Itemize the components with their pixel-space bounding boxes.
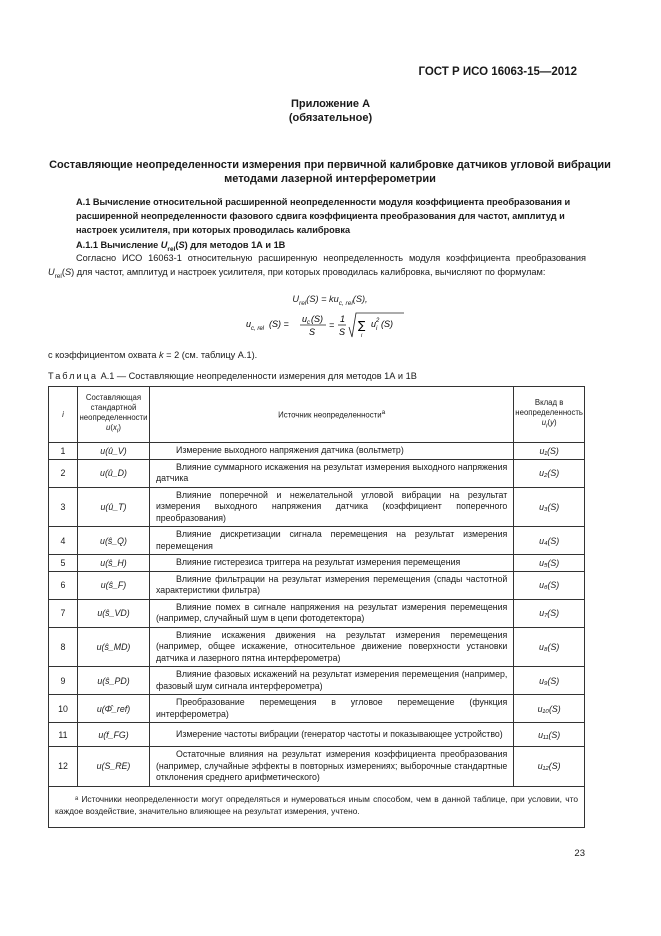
table-row xyxy=(49,747,585,787)
row-contribution: u₁(S) xyxy=(514,443,585,460)
table-row xyxy=(49,527,585,555)
row-contribution: u₁₀(S) xyxy=(514,695,585,723)
row-source: Преобразование перемещения в угловое перемещение (функция интерферометра) xyxy=(150,695,514,723)
row-source: Влияние поперечной и нежелательной угловой вибрации на результат измерения выходного напряжения датчика (коэффициент поперечного преобразования) xyxy=(150,487,514,527)
row-index: 7 xyxy=(49,599,78,627)
svg-text:(S): (S) xyxy=(311,314,323,324)
row-index: 4 xyxy=(49,527,78,555)
row-index: 5 xyxy=(49,555,78,572)
table-title-prefix: Таблица xyxy=(48,371,99,381)
row-source: Влияние фазовых искажений на результат измерения перемещения (например, фазовый шум сигнала интерферометра) xyxy=(150,667,514,695)
row-component: u(ŝ_MD) xyxy=(78,627,150,667)
row-contribution: u₅(S) xyxy=(514,555,585,572)
row-contribution: u₁₂(S) xyxy=(514,747,585,787)
row-contribution: u₃(S) xyxy=(514,487,585,527)
row-index: 12 xyxy=(49,747,78,787)
header-source: Источник неопределенности$^a$ xyxy=(150,387,514,443)
document-code: ГОСТ Р ИСО 16063-15—2012 xyxy=(418,66,577,78)
table-row xyxy=(49,599,585,627)
row-index: 8 xyxy=(49,627,78,667)
row-contribution: u₂(S) xyxy=(514,459,585,487)
svg-text:i: i xyxy=(376,326,378,332)
table-title-text: А.1 — Составляющие неопределенности измерения для методов 1А и 1В xyxy=(98,371,417,381)
row-contribution: u₁₁(S) xyxy=(514,723,585,747)
formula-combined-uncertainty-graphic xyxy=(246,313,406,343)
svg-text:=: = xyxy=(329,320,335,330)
row-component: u(û_D) xyxy=(78,459,150,487)
row-source: Влияние помех в сигнале напряжения на результат измерения перемещения (например, случайный шум в цепи фотодетектора) xyxy=(150,599,514,627)
svg-text:(S) =: (S) = xyxy=(269,319,289,329)
row-index: 3 xyxy=(49,487,78,527)
row-contribution: u₉(S) xyxy=(514,667,585,695)
row-component: u(ŝ_VD) xyxy=(78,599,150,627)
row-index: 1 xyxy=(49,443,78,460)
row-contribution: u₇(S) xyxy=(514,599,585,627)
row-index: 6 xyxy=(49,571,78,599)
row-source: Влияние фильтрации на результат измерения перемещения (спады частотной характеристики фильтра) xyxy=(150,571,514,599)
row-source: Влияние искажения движения на результат измерения перемещения (например, общее искажение, относительное движение поверхности установки датчика и лазерного пятна интерферометра) xyxy=(150,627,514,667)
page-number: 23 xyxy=(574,848,585,859)
svg-text:u: u xyxy=(246,319,252,329)
svg-text:u: u xyxy=(371,319,377,329)
table-row xyxy=(49,443,585,460)
header-contribution: Вклад в неопределенность $u_i(y)$ xyxy=(514,387,585,443)
svg-text:1: 1 xyxy=(340,314,346,324)
annex-status: (обязательное) xyxy=(288,112,373,124)
row-component: u(ŝ_H) xyxy=(78,555,150,572)
row-component: u(ŝ_Q) xyxy=(78,527,150,555)
row-component: u(Φ̂_ref) xyxy=(78,695,150,723)
row-index: 11 xyxy=(49,723,78,747)
row-index: 2 xyxy=(49,459,78,487)
row-component: u(û_V) xyxy=(78,443,150,460)
section-a11-heading: А.1.1 Вычисление $U_{rel}(S)$ для методов 1А и 1В xyxy=(76,240,286,253)
row-component: u(û_T) xyxy=(78,487,150,527)
header-i: i xyxy=(49,387,78,443)
table-row xyxy=(49,459,585,487)
row-component: u(f_FG) xyxy=(78,723,150,747)
annex-title: Приложение А xyxy=(290,98,371,110)
annex-heading xyxy=(0,97,661,125)
formula-combined-uncertainty xyxy=(246,313,506,345)
svg-text:S: S xyxy=(309,327,316,337)
svg-text:(S): (S) xyxy=(381,319,393,329)
table-body xyxy=(49,443,585,787)
row-component: u(ŝ_PD) xyxy=(78,667,150,695)
table-footnote-row xyxy=(49,786,585,827)
section-a1-heading: А.1 Вычисление относительной расширенной неопределенности модуля коэффициента преобразования и расширенной неопределенности фазового сдвига коэффициента преобразования для частот, амплитуд и настроек усилителя, при которых проводилась калибровка xyxy=(76,197,571,235)
row-source: Измерение выходного напряжения датчика (вольтметр) xyxy=(150,443,514,460)
svg-text:2: 2 xyxy=(376,318,380,324)
row-component: u(S_RE) xyxy=(78,747,150,787)
header-component: Составляющая стандартной неопределенности $u(x_i)$ xyxy=(78,387,150,443)
row-index: 10 xyxy=(49,695,78,723)
coverage-factor-note: с коэффициентом охвата k = 2 (см. таблицу А.1). xyxy=(48,350,258,360)
formula-expanded-uncertainty: $U_{rel}(S) = ku_{c, rel}(S)$, xyxy=(292,294,368,307)
svg-text:S: S xyxy=(339,327,346,337)
main-title: Составляющие неопределенности измерения при первичной калибровке датчиков угловой вибрации методами лазерной интерферометрии xyxy=(49,159,611,185)
svg-text:u: u xyxy=(302,314,308,324)
row-index: 9 xyxy=(49,667,78,695)
table-row xyxy=(49,571,585,599)
table-title xyxy=(48,371,417,381)
table-footnote: ᵃ Источники неопределенности могут определяться и нумероваться иным способом, чем в данной таблице, при условии, что каждое воздействие, значительно влияющее на результат измерения, учтено. xyxy=(49,786,585,827)
table-row xyxy=(49,555,585,572)
row-source: Остаточные влияния на результат измерения коэффициента преобразования (например, случайные эффекты в повторных измерениях; выборочные стандартные отклонения среднего арифметического) xyxy=(150,747,514,787)
row-source: Влияние гистерезиса триггера на результат измерения перемещения xyxy=(150,555,514,572)
row-contribution: u₈(S) xyxy=(514,627,585,667)
svg-text:i: i xyxy=(361,333,363,339)
row-component: u(ŝ_F) xyxy=(78,571,150,599)
table-row xyxy=(49,723,585,747)
table-header-row xyxy=(49,387,585,443)
row-contribution: u₄(S) xyxy=(514,527,585,555)
table-row xyxy=(49,667,585,695)
svg-text:∑: ∑ xyxy=(358,319,366,332)
table-row xyxy=(49,627,585,667)
svg-text:c, rel: c, rel xyxy=(251,326,265,332)
row-source: Влияние дискретизации сигнала перемещения на результат измерения перемещения xyxy=(150,527,514,555)
row-source: Влияние суммарного искажения на результат измерения выходного напряжения датчика xyxy=(150,459,514,487)
uncertainty-table xyxy=(48,386,585,828)
table-row xyxy=(49,695,585,723)
row-source: Измерение частоты вибрации (генератор частоты и показывающее устройство) xyxy=(150,723,514,747)
row-contribution: u₆(S) xyxy=(514,571,585,599)
intro-paragraph: Согласно ИСО 16063-1 относительную расширенную неопределенность модуля коэффициента преобразования $U_{rel}(S)$ для частот, амплитуд и настроек усилителя, при которых проводилась калибровка, вычисляют по формулам: xyxy=(48,253,586,280)
table-row xyxy=(49,487,585,527)
svg-text:c: c xyxy=(307,320,310,326)
